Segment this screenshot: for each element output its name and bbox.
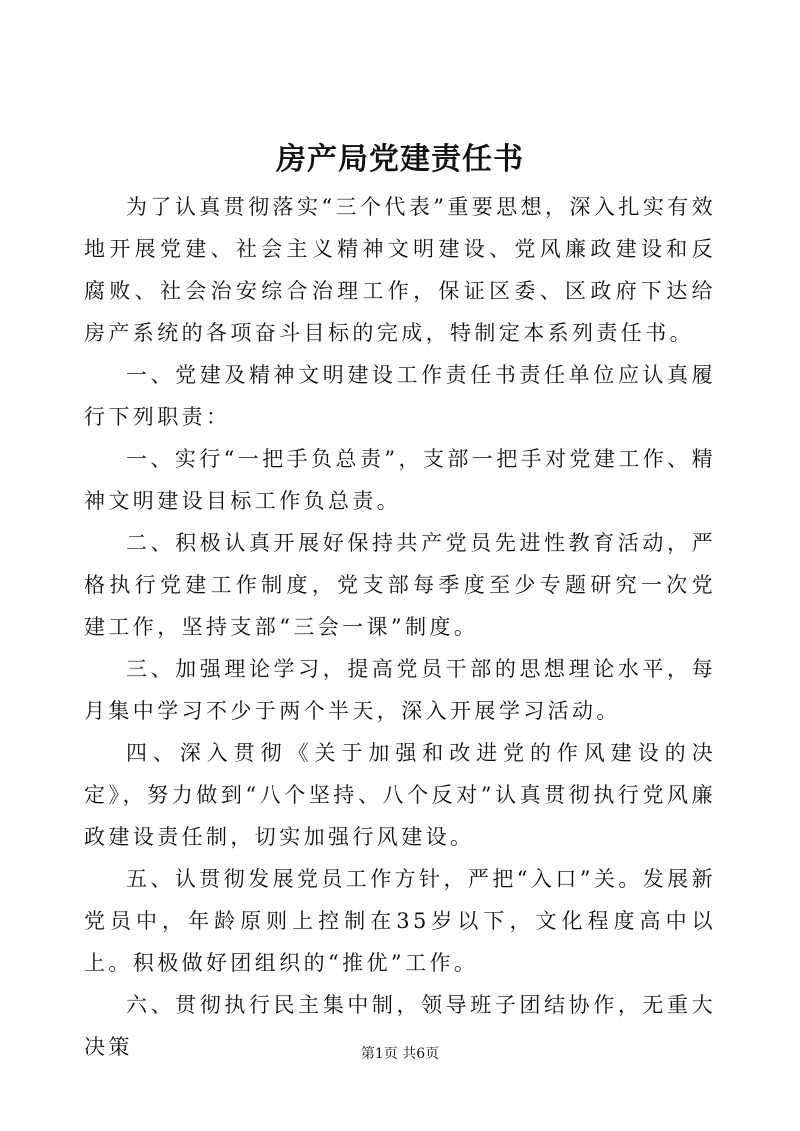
- paragraph-intro: 为了认真贯彻落实“三个代表”重要思想，深入扎实有效地开展党建、社会主义精神文明建设、党风廉政建设和反腐败、社会治安综合治理工作，保证区委、区政府下达给房产系统的各项奋斗目标的完成，特制定本系列责任书。: [84, 195, 716, 345]
- paragraph-section-one-heading: 一、党建及精神文明建设工作责任书责任单位应认真履行下列职责：: [84, 363, 716, 429]
- paragraph-item-5: 五、认贯彻发展党员工作方针，严把“入口”关。发展新党员中，年龄原则上控制在35岁以下，文化程度高中以上。积极做好团组织的“推优”工作。: [84, 867, 716, 975]
- document-title: 房产局党建责任书: [276, 142, 524, 177]
- document-body: [84, 186, 716, 1068]
- paragraph-item-6: 六、贯彻执行民主集中制，领导班子团结协作，无重大决策: [84, 993, 716, 1059]
- paragraph-item-1: 一、实行“一把手负总责”，支部一把手对党建工作、精神文明建设目标工作负总责。: [84, 447, 716, 513]
- paragraph-item-4: 四、深入贯彻《关于加强和改进党的作风建设的决定》，努力做到“八个坚持、八个反对”认真贯彻执行党风廉政建设责任制，切实加强行风建设。: [84, 741, 716, 849]
- paragraph-item-3: 三、加强理论学习，提高党员干部的思想理论水平，每月集中学习不少于两个半天，深入开展学习活动。: [84, 657, 716, 723]
- paragraph-item-2: 二、积极认真开展好保持共产党员先进性教育活动，严格执行党建工作制度，党支部每季度至少专题研究一次党建工作，坚持支部“三会一课”制度。: [84, 531, 716, 639]
- page-number-footer: 第1页 共6页: [360, 1046, 440, 1062]
